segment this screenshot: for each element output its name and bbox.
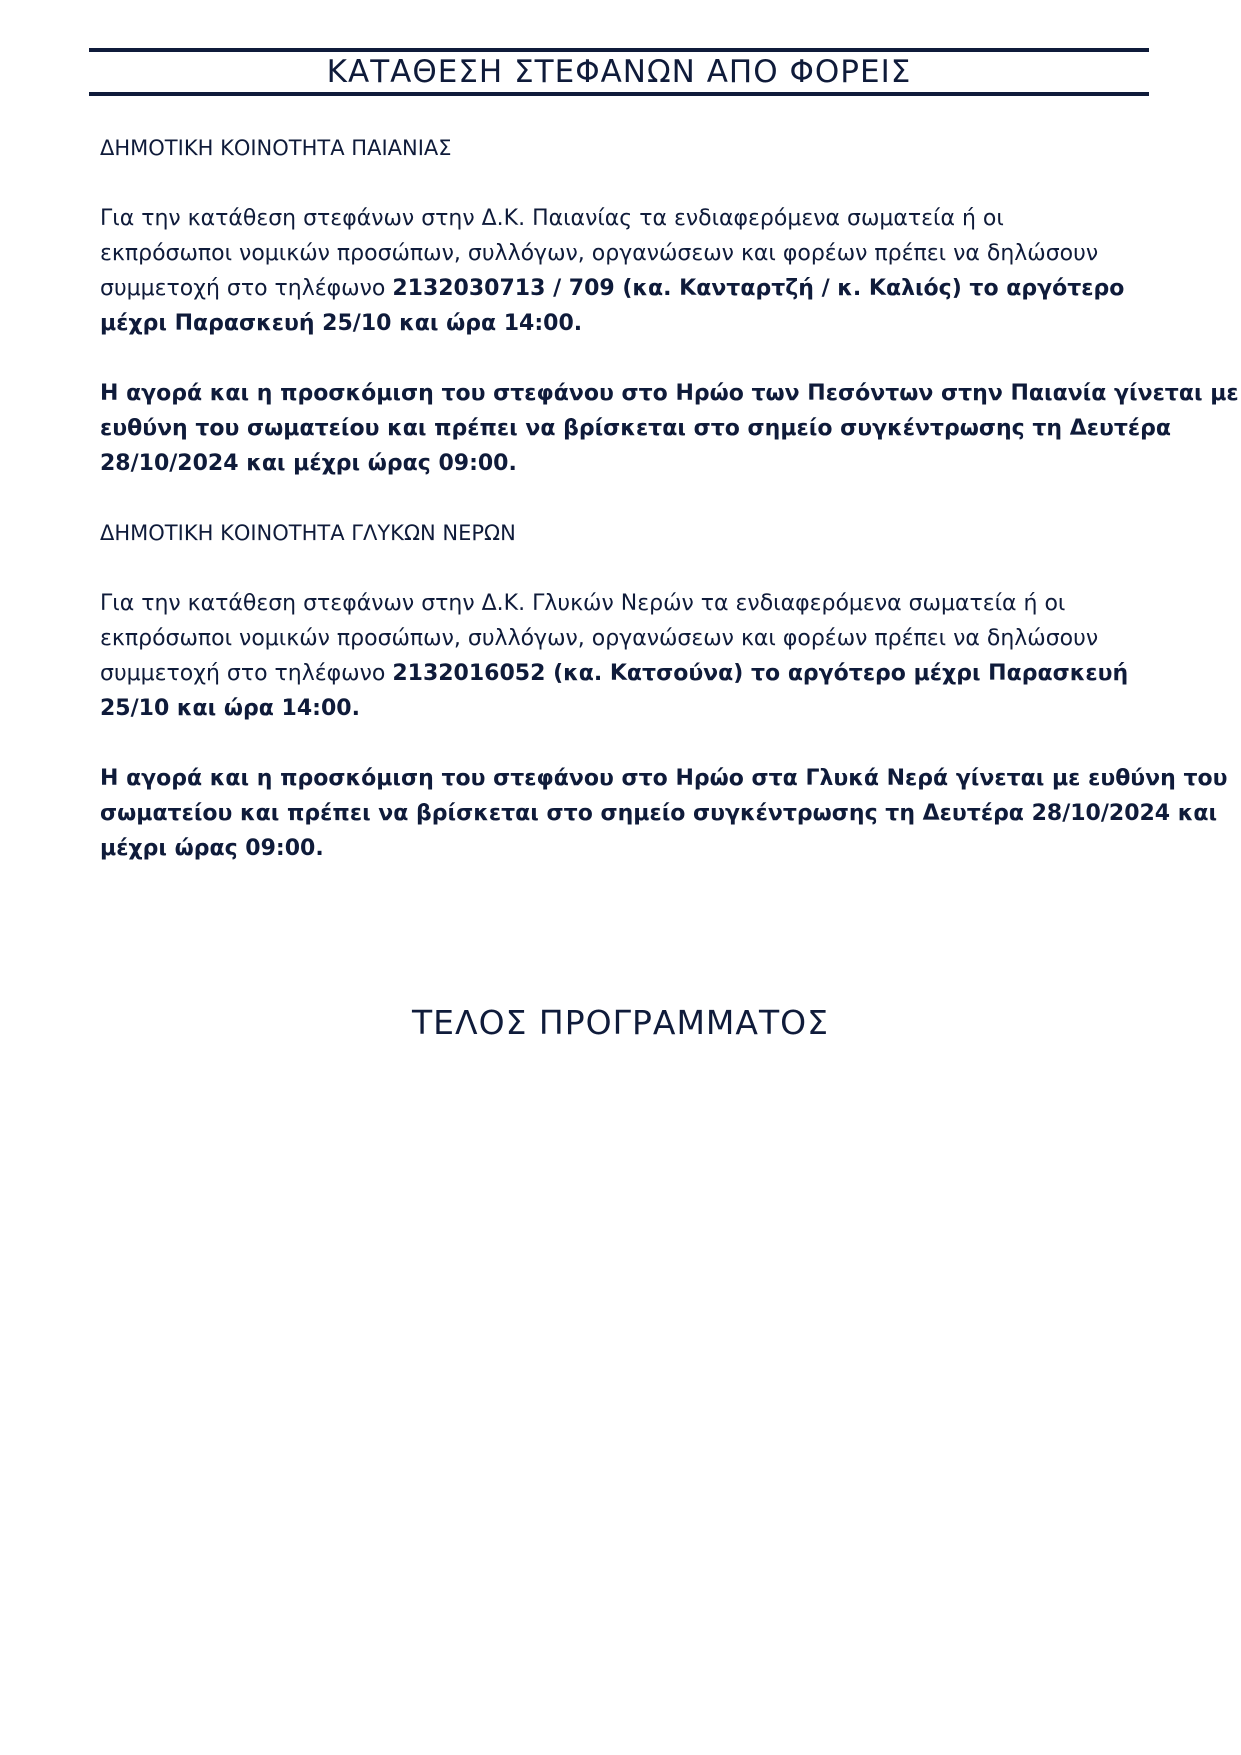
section-heading: ΔΗΜΟΤΙΚΗ ΚΟΙΝΟΤΗΤΑ ΓΛΥΚΩΝ ΝΕΡΩΝ	[100, 521, 516, 545]
section-heading: ΔΗΜΟΤΙΚΗ ΚΟΙΝΟΤΗΤΑ ΠΑΙΑΝΙΑΣ	[100, 136, 452, 160]
contact-details: 2132016052 (κα. Κατσούνα) το αργότερο μέχρι Παρασκευή	[392, 661, 1129, 686]
paragraph-line: ευθύνη του σωματείου και πρέπει να βρίσκεται στο σημείο συγκέντρωσης τη Δευτέρα	[100, 416, 1171, 441]
deadline-text: 25/10 και ώρα 14:00.	[100, 696, 360, 721]
delivery-paragraph	[100, 376, 1239, 481]
header-top-rule	[89, 48, 1149, 52]
section-glyka-nera	[100, 516, 1228, 866]
participation-paragraph	[100, 586, 1160, 726]
deadline-text: μέχρι Παρασκευή 25/10 και ώρα 14:00.	[100, 311, 583, 336]
paragraph-line: Για την κατάθεση στεφάνων στην Δ.Κ. Γλυκών Νερών τα ενδιαφερόμενα σωματεία ή οι	[100, 591, 1066, 616]
section-paiania	[100, 131, 1239, 481]
delivery-paragraph	[100, 761, 1228, 866]
paragraph-line	[100, 656, 1160, 691]
paragraph-text: συμμετοχή στο τηλέφωνο	[100, 276, 393, 301]
document-body	[100, 131, 1239, 901]
page-title: ΚΑΤΑΘΕΣΗ ΣΤΕΦΑΝΩΝ ΑΠΟ ΦΟΡΕΙΣ	[326, 54, 912, 90]
paragraph-line: εκπρόσωποι νομικών προσώπων, συλλόγων, οργανώσεων και φορέων πρέπει να δηλώσουν	[100, 241, 1099, 266]
participation-paragraph	[100, 201, 1160, 341]
paragraph-line: μέχρι ώρας 09:00.	[100, 836, 324, 861]
paragraph-line	[100, 271, 1160, 306]
header-bottom-rule	[89, 92, 1149, 96]
contact-details: 2132030713 / 709 (κα. Κανταρτζή / κ. Καλιός) το αργότερο	[392, 276, 1125, 301]
paragraph-text: συμμετοχή στο τηλέφωνο	[100, 661, 393, 686]
paragraph-line: εκπρόσωποι νομικών προσώπων, συλλόγων, οργανώσεων και φορέων πρέπει να δηλώσουν	[100, 626, 1099, 651]
paragraph-line: Η αγορά και η προσκόμιση του στεφάνου στο Ηρώο στα Γλυκά Νερά γίνεται με ευθύνη του	[100, 766, 1228, 791]
paragraph-line: Για την κατάθεση στεφάνων στην Δ.Κ. Παιανίας τα ενδιαφερόμενα σωματεία ή οι	[100, 206, 1004, 231]
page-header	[89, 48, 1149, 98]
paragraph-line: Η αγορά και η προσκόμιση του στεφάνου στο Ηρώο των Πεσόντων στην Παιανία γίνεται με	[100, 381, 1239, 406]
end-of-program-title: ΤΕΛΟΣ ΠΡΟΓΡΑΜΜΑΤΟΣ	[412, 1003, 829, 1042]
paragraph-line: 28/10/2024 και μέχρι ώρας 09:00.	[100, 451, 517, 476]
paragraph-line: σωματείου και πρέπει να βρίσκεται στο σημείο συγκέντρωσης τη Δευτέρα 28/10/2024 και	[100, 801, 1218, 826]
